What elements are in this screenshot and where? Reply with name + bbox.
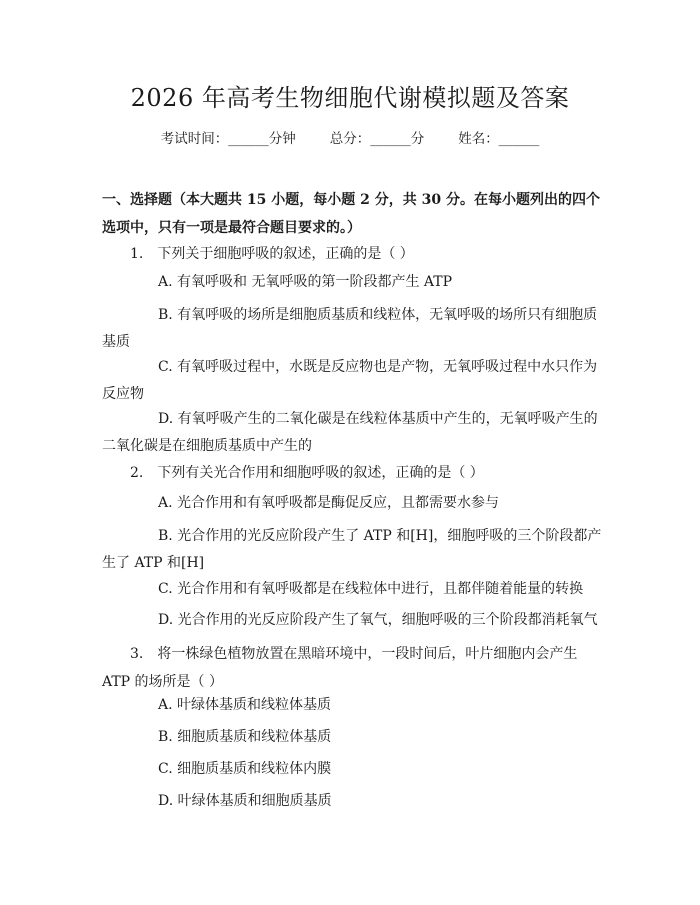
question-1-option-d: D. 有氧呼吸产生的二氧化碳是在线粒体基质中产生的，无氧呼吸产生的二氧化碳是在细胞质基质中产生的 xyxy=(102,411,598,454)
question-2-stem: 2. 下列有关光合作用和细胞呼吸的叙述，正确的是（ ） xyxy=(130,465,484,481)
question-3-stem: 3. 将一株绿色植物放置在黑暗环境中，一段时间后，叶片细胞内会产生 ATP 的场所是（ ） xyxy=(102,646,578,690)
section-heading: 一、选择题（本大题共 15 小题，每小题 2 分，共 30 分。在每小题列出的四个选项中，只有一项是最符合题目要求的。） xyxy=(102,192,600,236)
exam-meta-line xyxy=(0,128,700,150)
question-1-option-b: B. 有氧呼吸的场所是细胞质基质和线粒体，无氧呼吸的场所只有细胞质基质 xyxy=(102,307,598,350)
student-name-field: 姓名：______ xyxy=(458,131,540,147)
question-2-option-d: D. 光合作用的光反应阶段产生了氧气，细胞呼吸的三个阶段都消耗氧气 xyxy=(158,612,598,628)
page-title: 2026 年高考生物细胞代谢模拟题及答案 xyxy=(130,84,570,112)
question-1-option-a: A. 有氧呼吸和 无氧呼吸的第一阶段都产生 ATP xyxy=(158,274,453,290)
question-2-option-a: A. 光合作用和有氧呼吸都是酶促反应，且都需要水参与 xyxy=(158,495,500,511)
question-1-option-c: C. 有氧呼吸过程中，水既是反应物也是产物，无氧呼吸过程中水只作为反应物 xyxy=(102,359,598,402)
question-2-option-b: B. 光合作用的光反应阶段产生了 ATP 和[H]，细胞呼吸的三个阶段都产生了 ATP 和[H] xyxy=(102,528,602,571)
question-1-stem: 1. 下列关于细胞呼吸的叙述，正确的是（ ） xyxy=(130,246,414,262)
question-3-option-a: A. 叶绿体基质和线粒体基质 xyxy=(158,697,332,713)
exam-time-field: 考试时间：______分钟 xyxy=(160,131,296,147)
question-3-option-c: C. 细胞质基质和线粒体内膜 xyxy=(158,761,332,777)
question-2-option-c: C. 光合作用和有氧呼吸都是在线粒体中进行，且都伴随着能量的转换 xyxy=(158,581,584,597)
question-3-option-b: B. 细胞质基质和线粒体基质 xyxy=(158,729,332,745)
question-3-option-d: D. 叶绿体基质和细胞质基质 xyxy=(158,793,332,809)
total-score-field: 总分：______分 xyxy=(329,131,425,147)
